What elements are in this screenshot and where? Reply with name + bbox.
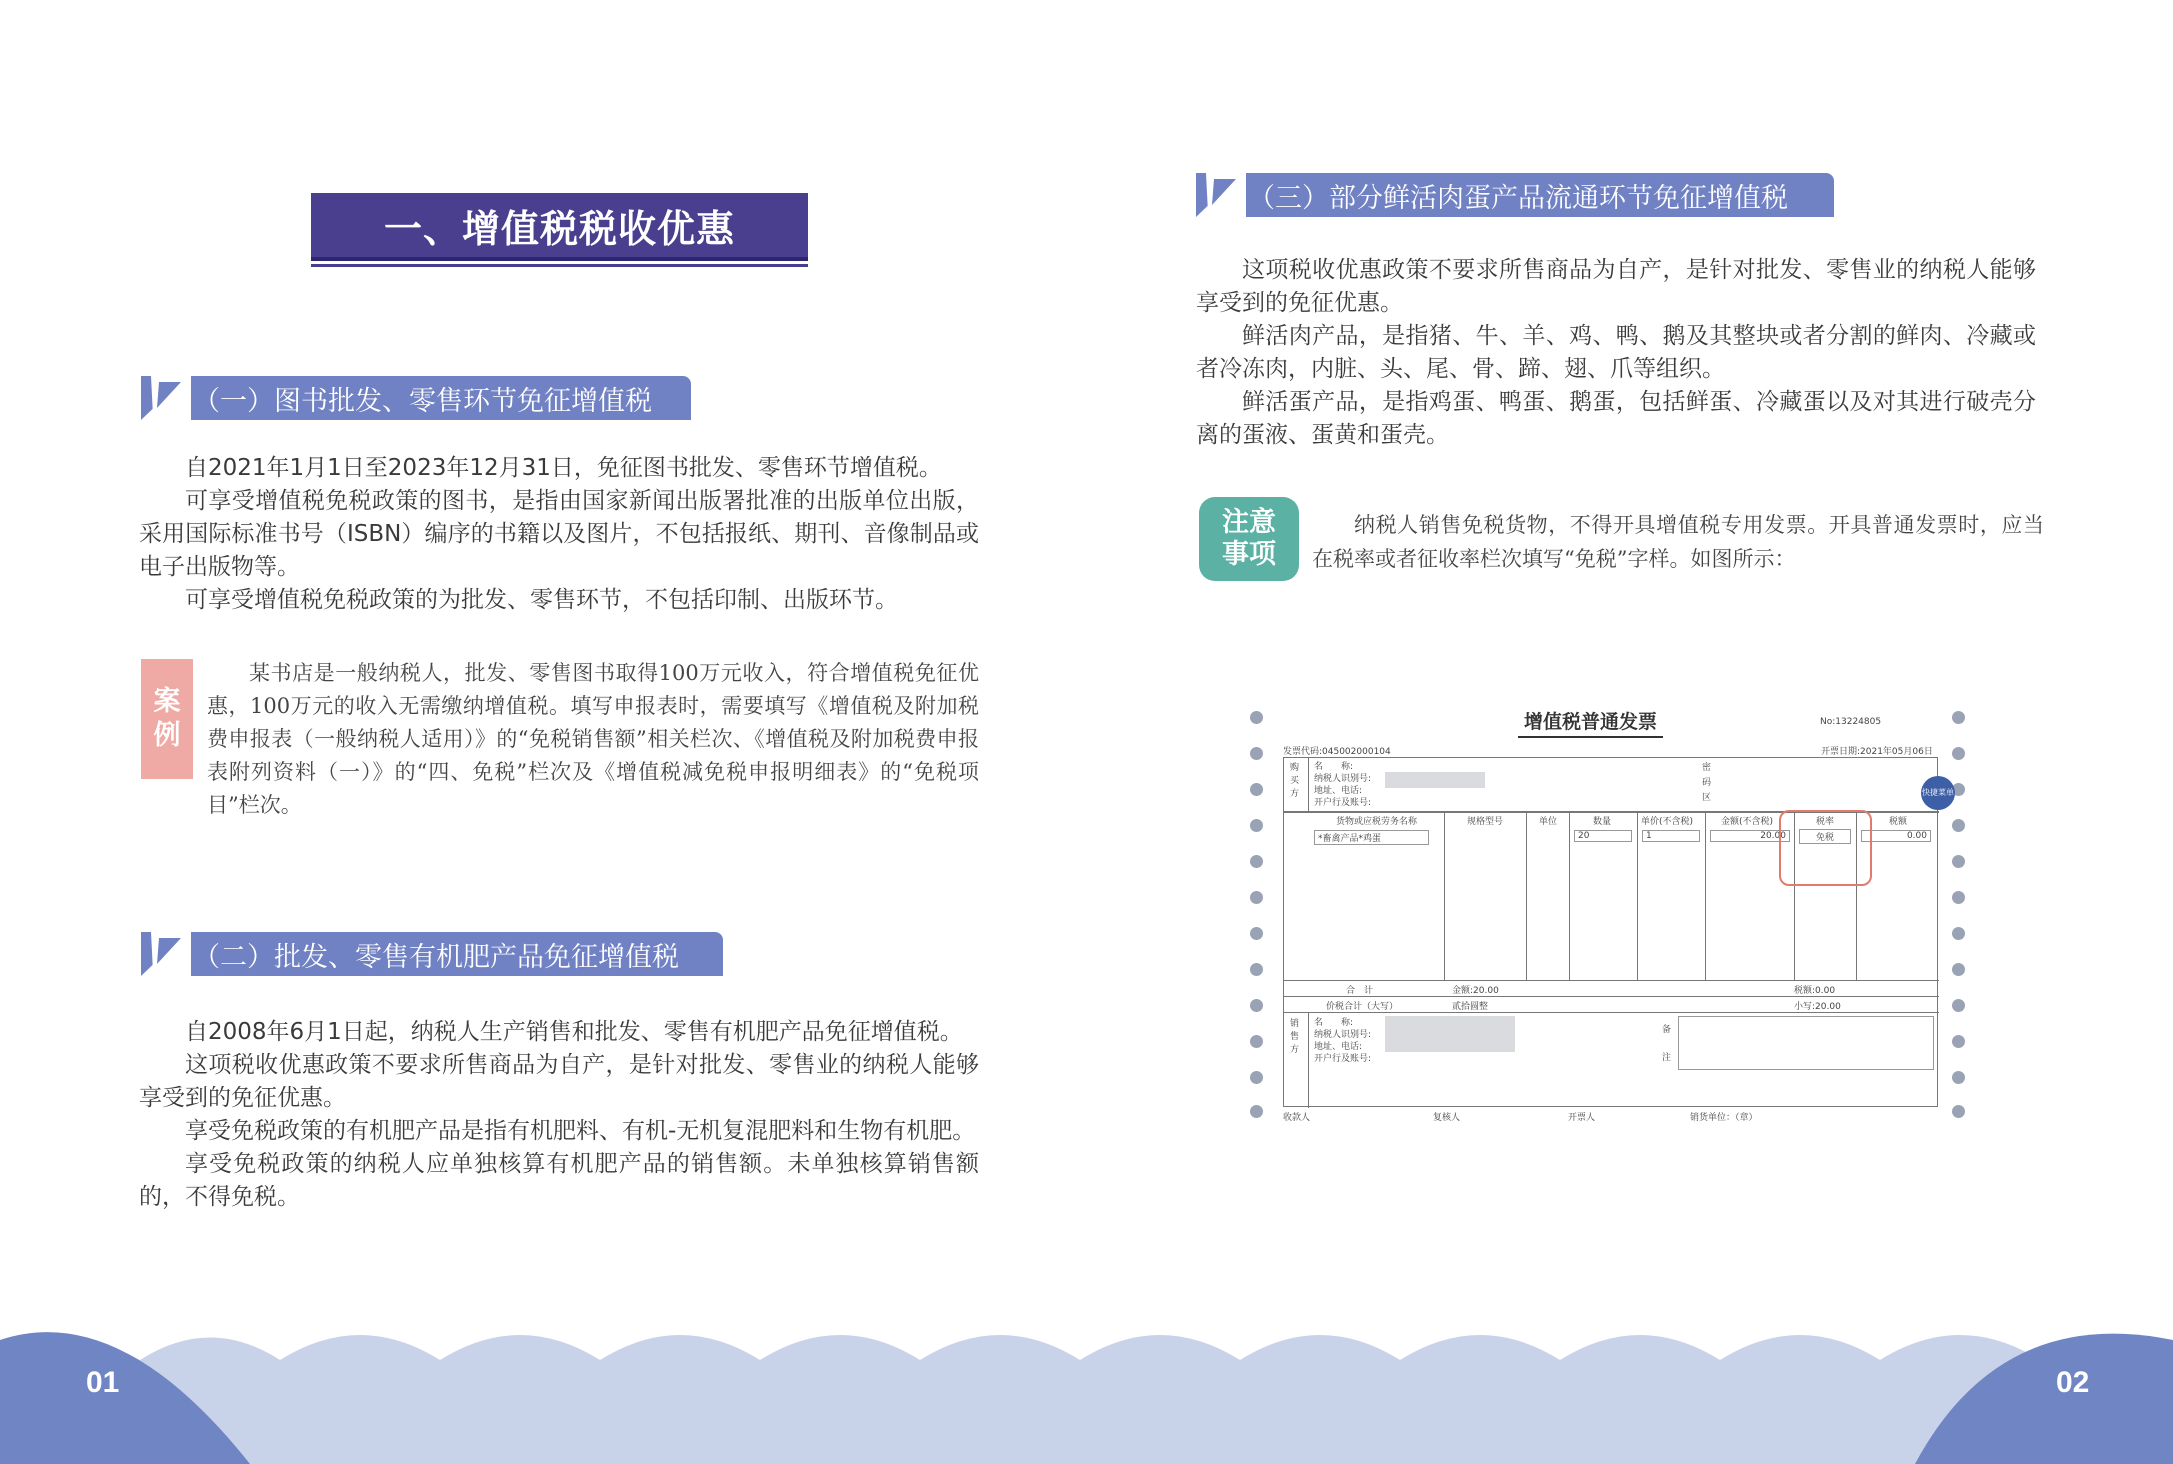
total-label: 合 计	[1346, 986, 1374, 996]
case-tag: 案 例	[141, 659, 193, 779]
column-header: 货物或应税劳务名称	[1336, 817, 1418, 827]
invoice-date: 开票日期:2021年05月06日	[1821, 747, 1933, 757]
item-price: 1	[1642, 830, 1700, 842]
flag-icon	[141, 376, 191, 420]
column-header: 单价(不含税)	[1641, 817, 1694, 827]
column-header: 金额(不含税)	[1721, 817, 1774, 827]
invoice-title: 增值税普通发票	[1518, 707, 1663, 738]
remark-label: 备注	[1662, 1025, 1672, 1063]
buyer-field: 开户行及账号:	[1314, 798, 1372, 808]
paragraph: 这项税收优惠政策不要求所售商品为自产，是针对批发、零售业的纳税人能够享受到的免征优惠。	[1196, 257, 2036, 316]
redacted-block	[1385, 772, 1485, 788]
footer-field: 收款人	[1283, 1113, 1311, 1123]
tax-rate-highlight	[1779, 810, 1872, 886]
section-2-title: （二）批发、零售有机肥产品免征增值税	[193, 941, 679, 973]
column-header: 单位	[1539, 817, 1558, 827]
footer-waves	[0, 1320, 2173, 1464]
seller-field: 开户行及账号:	[1314, 1054, 1372, 1064]
paragraph: 自2008年6月1日起，纳税人生产销售和批发、零售有机肥产品免征增值税。	[185, 1019, 963, 1045]
column-header: 税额	[1889, 817, 1908, 827]
item-tax: 0.00	[1861, 830, 1931, 842]
buyer-field: 地址、电话:	[1314, 786, 1363, 796]
paragraph: 鲜活肉产品，是指猪、牛、羊、鸡、鸭、鹅及其整块或者分割的鲜肉、冷藏或者冷冻肉，内脏、头、尾、骨、蹄、翅、爪等组织。	[1196, 323, 2036, 382]
paragraph: 这项税收优惠政策不要求所售商品为自产，是针对批发、零售业的纳税人能够享受到的免征优惠。	[139, 1052, 979, 1111]
case-text: 某书店是一般纳税人，批发、零售图书取得100万元收入，符合增值税免征优惠，100万元的收入无需缴纳增值税。填写申报表时，需要填写《增值税及附加税费申报表（一般纳税人适用）》的“免税销售额”相关栏次、《增值税及附加税费申报表附列资料（一）》的“四、免税”栏次及《增值税减免税申报明细表》的“免税项目”栏次。	[207, 661, 979, 817]
invoice-number: No:13224805	[1820, 717, 1882, 727]
footer-field: 复核人	[1433, 1113, 1461, 1123]
buyer-field: 纳税人识别号:	[1314, 774, 1372, 784]
sum-label: 价税合计（大写）	[1326, 1002, 1399, 1012]
section-2-heading	[141, 932, 723, 976]
redacted-block	[1385, 1016, 1515, 1052]
invoice-code: 发票代码:045002000104	[1283, 747, 1391, 757]
item-amount: 20.00	[1710, 830, 1790, 842]
total-tax: 税额:0.00	[1794, 986, 1836, 996]
page-number-left: 01	[86, 1366, 120, 1399]
section-1-title: （一）图书批发、零售环节免征增值税	[193, 385, 652, 417]
section-3-heading	[1196, 173, 1834, 217]
flag-icon	[1196, 173, 1246, 217]
column-header: 税率	[1816, 817, 1835, 827]
item-name: *畜禽产品*鸡蛋	[1314, 830, 1429, 845]
password-area-label: 密码区	[1702, 763, 1712, 803]
paragraph: 可享受增值税免税政策的为批发、零售环节，不包括印制、出版环节。	[185, 587, 898, 613]
footer-field: 开票人	[1568, 1113, 1596, 1123]
paragraph: 可享受增值税免税政策的图书，是指由国家新闻出版署批准的出版单位出版，采用国际标准书号（ISBN）编序的书籍以及图片，不包括报纸、期刊、音像制品或电子出版物等。	[139, 488, 979, 580]
seller-field: 纳税人识别号:	[1314, 1030, 1372, 1040]
note-tag: 注意 事项	[1199, 497, 1299, 581]
column-header: 规格型号	[1467, 817, 1504, 827]
invoice-image	[1245, 700, 1970, 1125]
item-rate: 免税	[1799, 829, 1851, 844]
section-1-heading	[141, 376, 691, 420]
shortcut-menu-badge: 快捷菜单	[1921, 776, 1955, 810]
seller-field: 地址、电话:	[1314, 1042, 1363, 1052]
section-1-body	[139, 452, 979, 617]
footer-field: 销货单位：（章）	[1690, 1113, 1758, 1123]
buyer-side-label: 购买方	[1290, 763, 1300, 799]
flag-icon	[141, 932, 191, 976]
page-number-right: 02	[2056, 1366, 2090, 1399]
item-qty: 20	[1574, 830, 1632, 842]
paragraph: 鲜活蛋产品，是指鸡蛋、鸭蛋、鹅蛋，包括鲜蛋、冷藏蛋以及对其进行破壳分离的蛋液、蛋黄和蛋壳。	[1196, 389, 2036, 448]
column-header: 数量	[1593, 817, 1612, 827]
section-2-body	[139, 1016, 979, 1214]
paragraph: 自2021年1月1日至2023年12月31日，免征图书批发、零售环节增值税。	[185, 455, 942, 481]
section-3-body	[1196, 254, 2036, 452]
section-3-title: （三）部分鲜活肉蛋产品流通环节免征增值税	[1248, 182, 1788, 214]
seller-field: 名 称:	[1314, 1018, 1354, 1028]
buyer-field: 名 称:	[1314, 762, 1354, 772]
page-title: 一、增值税税收优惠	[311, 193, 808, 261]
seller-side-label: 销售方	[1290, 1019, 1300, 1055]
paragraph: 享受免税政策的有机肥产品是指有机肥料、有机-无机复混肥料和生物有机肥。	[185, 1118, 976, 1144]
total-amount: 金额:20.00	[1452, 986, 1499, 996]
note-text: 纳税人销售免税货物，不得开具增值税专用发票。开具普通发票时，应当在税率或者征收率栏次填写“免税”字样。如图所示：	[1312, 513, 2044, 571]
paragraph: 享受免税政策的纳税人应单独核算有机肥产品的销售额。未单独核算销售额的，不得免税。	[139, 1151, 979, 1210]
sum-upper: 贰拾圆整	[1452, 1002, 1489, 1012]
sum-lower: 小写:20.00	[1794, 1002, 1841, 1012]
